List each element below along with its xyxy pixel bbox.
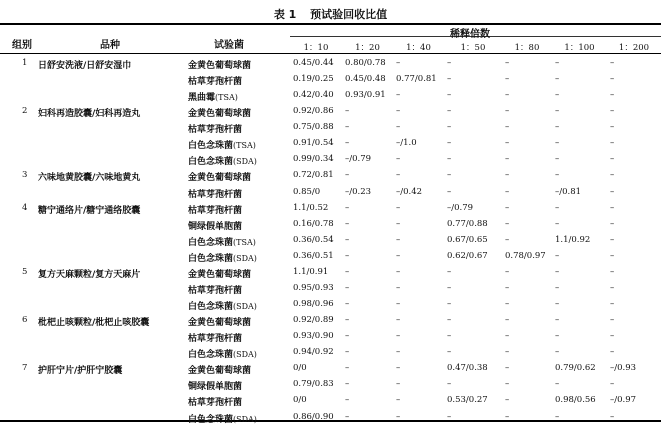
strain-cell (188, 187, 242, 200)
ratio-cell: 0.45/0.44 (293, 58, 334, 68)
ratio-cell: – (345, 411, 350, 422)
dilution-header: 1：100 (564, 43, 595, 53)
header-rule (0, 53, 661, 54)
ratio-cell: – (447, 58, 452, 68)
header-variety: 品种 (100, 40, 120, 51)
ratio-cell: –/0.79 (345, 154, 372, 165)
ratio-cell: – (396, 411, 401, 422)
medium-tag: (SDA) (233, 302, 257, 312)
ratio-cell: – (396, 331, 401, 342)
ratio-cell: – (505, 395, 510, 406)
strain-name: 白色念珠菌 (188, 157, 234, 168)
ratio-cell: – (447, 154, 452, 165)
ratio-cell: – (447, 74, 452, 85)
ratio-cell: – (345, 331, 350, 342)
ratio-cell: – (610, 347, 615, 358)
ratio-cell: – (447, 186, 452, 197)
ratio-cell: 0.53/0.27 (447, 395, 488, 406)
group-cell: 4 (22, 202, 28, 213)
ratio-cell: – (610, 331, 615, 342)
ratio-cell: – (396, 154, 401, 165)
strain-cell (188, 395, 242, 408)
ratio-cell: – (555, 282, 560, 293)
ratio-cell: – (555, 202, 560, 213)
strain-cell (188, 90, 238, 103)
ratio-cell: 0.92/0.89 (293, 315, 334, 326)
variety-cell: 枇杷止咳颗粒/枇杷止咳胶囊 (38, 318, 150, 329)
ratio-cell: – (345, 138, 350, 149)
ratio-cell: – (610, 74, 615, 85)
strain-cell (188, 331, 242, 344)
ratio-cell: – (396, 202, 401, 213)
strain-cell (188, 235, 256, 248)
ratio-cell: – (505, 282, 510, 293)
ratio-cell: – (555, 218, 560, 229)
table-row (0, 393, 661, 409)
ratio-cell: – (505, 347, 510, 358)
ratio-cell: 0.62/0.67 (447, 250, 488, 261)
ratio-cell: – (505, 106, 510, 117)
ratio-cell: – (610, 170, 615, 181)
ratio-cell: – (396, 58, 401, 68)
strain-name: 白色念珠菌 (188, 141, 234, 152)
ratio-cell: – (345, 363, 350, 374)
ratio-cell: – (345, 170, 350, 181)
ratio-cell: 0.36/0.54 (293, 234, 334, 245)
ratio-cell: – (555, 58, 560, 68)
ratio-cell: – (555, 138, 560, 149)
dilution-header: 1：80 (514, 43, 540, 53)
variety-cell: 护肝宁片/护肝宁胶囊 (38, 366, 123, 377)
ratio-cell: – (505, 315, 510, 326)
table-row (0, 249, 661, 265)
ratio-cell: – (505, 218, 510, 229)
medium-tag: (SDA) (233, 253, 257, 263)
group-cell: 7 (22, 363, 28, 374)
strain-name: 枯草芽孢杆菌 (188, 189, 243, 200)
table-row (0, 104, 661, 120)
group-cell: 6 (22, 315, 28, 326)
medium-tag: (TSA) (215, 93, 238, 103)
ratio-cell: 0.47/0.38 (447, 363, 488, 374)
ratio-cell: – (345, 234, 350, 245)
ratio-cell: – (345, 395, 350, 406)
strain-name: 枯草芽孢杆菌 (188, 334, 243, 345)
ratio-cell: – (447, 299, 452, 310)
ratio-cell: – (345, 122, 350, 133)
ratio-cell: – (505, 186, 510, 197)
ratio-cell: – (610, 186, 615, 197)
ratio-cell: 0.92/0.86 (293, 106, 334, 117)
ratio-cell: – (447, 266, 452, 277)
strain-cell (188, 412, 257, 425)
ratio-cell: – (505, 138, 510, 149)
ratio-cell: 0.91/0.54 (293, 138, 334, 149)
table-row (0, 297, 661, 313)
table-row (0, 233, 661, 249)
ratio-cell: – (505, 363, 510, 374)
strain-cell (188, 170, 251, 183)
ratio-cell: – (345, 299, 350, 310)
ratio-cell: – (345, 379, 350, 390)
top-rule (0, 23, 661, 25)
ratio-cell: – (505, 90, 510, 101)
strain-cell (188, 283, 242, 296)
strain-cell (188, 379, 242, 392)
variety-cell: 日舒安洗液/日舒安湿巾 (38, 61, 132, 71)
ratio-cell: – (345, 347, 350, 358)
ratio-cell: – (555, 299, 560, 310)
table-row (0, 265, 661, 281)
ratio-cell: –/0.23 (345, 186, 372, 197)
table-row (0, 217, 661, 233)
group-cell: 5 (22, 266, 28, 277)
strain-cell (188, 299, 257, 312)
ratio-cell: 0.36/0.51 (293, 250, 334, 261)
ratio-cell: – (555, 347, 560, 358)
ratio-cell: – (555, 90, 560, 101)
ratio-cell: 0.95/0.93 (293, 282, 334, 293)
ratio-cell: 0.67/0.65 (447, 234, 488, 245)
ratio-cell: –/0.93 (610, 363, 637, 374)
strain-name: 白色念珠菌 (188, 253, 234, 264)
ratio-cell: – (555, 315, 560, 326)
ratio-cell: – (396, 106, 401, 117)
ratio-cell: – (396, 347, 401, 358)
ratio-cell: – (555, 106, 560, 117)
strain-name: 白色念珠菌 (188, 414, 234, 425)
ratio-cell: – (396, 234, 401, 245)
ratio-cell: – (555, 154, 560, 165)
variety-cell: 糖宁通络片/糖宁通络胶囊 (38, 205, 141, 216)
strain-cell (188, 267, 251, 280)
ratio-cell: – (505, 299, 510, 310)
ratio-cell: 0.93/0.90 (293, 331, 334, 342)
ratio-cell: –/1.0 (396, 138, 417, 149)
header-strain: 试验菌 (214, 40, 244, 51)
table-row (0, 72, 661, 88)
strain-cell (188, 219, 242, 232)
ratio-cell: 1.1/0.52 (293, 202, 329, 213)
ratio-cell: 0.72/0.81 (293, 170, 334, 181)
ratio-cell: – (396, 282, 401, 293)
ratio-cell: – (396, 250, 401, 261)
table-row (0, 152, 661, 168)
table-row (0, 201, 661, 217)
medium-tag: (SDA) (233, 414, 257, 424)
ratio-cell: – (505, 379, 510, 390)
ratio-cell: – (396, 299, 401, 310)
ratio-cell: – (396, 266, 401, 277)
ratio-cell: – (505, 154, 510, 165)
strain-name: 枯草芽孢杆菌 (188, 125, 243, 136)
strain-cell (188, 203, 242, 216)
ratio-cell: 0.78/0.97 (505, 250, 546, 261)
ratio-cell: – (555, 331, 560, 342)
ratio-cell: – (505, 202, 510, 213)
table-title: 预试验回收比值 (310, 8, 388, 21)
table-row (0, 345, 661, 361)
dilution-header: 1：50 (460, 43, 486, 53)
strain-cell (188, 347, 257, 360)
ratio-cell: 0.93/0.91 (345, 90, 386, 101)
ratio-cell: – (555, 74, 560, 85)
table-row (0, 168, 661, 184)
dilution-header: 1：10 (303, 43, 329, 53)
ratio-cell: – (396, 122, 401, 133)
ratio-cell: – (505, 58, 510, 68)
ratio-cell: – (447, 282, 452, 293)
ratio-cell: – (610, 202, 615, 213)
ratio-cell: – (447, 315, 452, 326)
ratio-cell: – (447, 170, 452, 181)
ratio-cell: 0.98/0.56 (555, 395, 596, 406)
medium-tag: (TSA) (233, 141, 256, 151)
ratio-cell: 0.99/0.34 (293, 154, 334, 165)
ratio-cell: – (555, 122, 560, 133)
ratio-cell: – (610, 58, 615, 68)
ratio-cell: – (447, 122, 452, 133)
ratio-cell: – (610, 218, 615, 229)
ratio-cell: – (610, 138, 615, 149)
ratio-cell: 1.1/0.91 (293, 266, 329, 277)
ratio-cell: 0.98/0.96 (293, 299, 334, 310)
table-row (0, 56, 661, 72)
group-cell: 1 (22, 58, 28, 68)
ratio-cell: – (555, 379, 560, 390)
ratio-cell: – (447, 411, 452, 422)
ratio-cell: – (610, 106, 615, 117)
table-row (0, 361, 661, 377)
ratio-cell: 0.19/0.25 (293, 74, 334, 85)
strain-name: 金黄色葡萄球菌 (188, 269, 252, 280)
ratio-cell: – (396, 395, 401, 406)
ratio-cell: – (505, 266, 510, 277)
medium-tag: (SDA) (233, 157, 257, 167)
table-row (0, 377, 661, 393)
strain-name: 枯草芽孢杆菌 (188, 77, 243, 88)
ratio-cell: 0.79/0.62 (555, 363, 596, 374)
medium-tag: (SDA) (233, 350, 257, 360)
ratio-cell: – (396, 315, 401, 326)
strain-name: 枯草芽孢杆菌 (188, 205, 243, 216)
ratio-cell: – (447, 90, 452, 101)
ratio-cell: – (505, 411, 510, 422)
strain-cell (188, 315, 251, 328)
table-row (0, 313, 661, 329)
ratio-cell: – (396, 379, 401, 390)
table-row (0, 281, 661, 297)
ratio-cell: – (396, 363, 401, 374)
ratio-cell: 1.1/0.92 (555, 234, 591, 245)
strain-name: 铜绿假单胞菌 (188, 221, 243, 232)
header-dilution: 稀释倍数 (450, 29, 490, 40)
ratio-cell: 0.75/0.88 (293, 122, 334, 133)
strain-name: 金黄色葡萄球菌 (188, 61, 252, 71)
ratio-cell: – (345, 250, 350, 261)
ratio-cell: – (610, 122, 615, 133)
ratio-cell: – (555, 411, 560, 422)
ratio-cell: 0.42/0.40 (293, 90, 334, 101)
table-row (0, 120, 661, 136)
table-row (0, 410, 661, 426)
ratio-cell: 0.94/0.92 (293, 347, 334, 358)
ratio-cell: – (447, 379, 452, 390)
ratio-cell: 0.79/0.83 (293, 379, 334, 390)
ratio-cell: – (610, 379, 615, 390)
strain-name: 白色念珠菌 (188, 350, 234, 361)
strain-name: 枯草芽孢杆菌 (188, 285, 243, 296)
strain-cell (188, 122, 242, 135)
strain-cell (188, 74, 242, 87)
variety-cell: 六味地黄胶囊/六味地黄丸 (38, 173, 141, 184)
ratio-cell: – (447, 138, 452, 149)
table-caption (0, 6, 661, 22)
ratio-cell: – (345, 202, 350, 213)
ratio-cell: – (610, 154, 615, 165)
ratio-cell: 0.45/0.48 (345, 74, 386, 85)
variety-cell: 妇科再造胶囊/妇科再造丸 (38, 109, 141, 120)
strain-cell (188, 58, 251, 71)
strain-name: 金黄色葡萄球菌 (188, 173, 252, 184)
ratio-cell: – (345, 106, 350, 117)
ratio-cell: – (396, 90, 401, 101)
strain-name: 枯草芽孢杆菌 (188, 398, 243, 409)
ratio-cell: 0/0 (293, 395, 307, 406)
ratio-cell: –/0.79 (447, 202, 474, 213)
table-number: 表 1 (273, 8, 297, 21)
ratio-cell: –/0.42 (396, 186, 423, 197)
ratio-cell: – (505, 331, 510, 342)
ratio-cell: – (505, 170, 510, 181)
ratio-cell: – (345, 282, 350, 293)
ratio-cell: 0.16/0.78 (293, 218, 334, 229)
strain-cell (188, 106, 251, 119)
ratio-cell: – (610, 282, 615, 293)
dilution-header: 1：200 (618, 43, 650, 53)
ratio-cell: – (555, 170, 560, 181)
ratio-cell: 0.80/0.78 (345, 58, 386, 68)
ratio-cell: 0.77/0.81 (396, 74, 437, 85)
ratio-cell: –/0.81 (555, 186, 582, 197)
ratio-cell: – (505, 74, 510, 85)
dilution-header: 1：40 (406, 43, 431, 53)
ratio-cell: 0.85/0 (293, 186, 321, 197)
table-row (0, 329, 661, 345)
ratio-cell: – (610, 315, 615, 326)
medium-tag: (TSA) (233, 237, 256, 247)
strain-name: 白色念珠菌 (188, 302, 234, 313)
strain-name: 白色念珠菌 (188, 237, 234, 248)
ratio-cell: 0/0 (293, 363, 307, 374)
strain-name: 金黄色葡萄球菌 (188, 366, 252, 377)
strain-name: 黑曲霉 (188, 93, 216, 104)
ratio-cell: – (505, 122, 510, 133)
strain-cell (188, 154, 257, 167)
ratio-cell: – (396, 170, 401, 181)
group-cell: 2 (22, 106, 28, 117)
strain-cell (188, 138, 256, 151)
table-row (0, 88, 661, 104)
ratio-cell: – (505, 234, 510, 245)
ratio-cell: – (447, 331, 452, 342)
ratio-cell: – (610, 234, 615, 245)
strain-name: 铜绿假单胞菌 (188, 382, 243, 393)
table-row (0, 185, 661, 201)
variety-cell: 复方天麻颗粒/复方天麻片 (38, 269, 141, 280)
strain-cell (188, 363, 251, 376)
ratio-cell: – (555, 266, 560, 277)
ratio-cell: – (610, 411, 615, 422)
strain-cell (188, 251, 257, 264)
ratio-cell: – (447, 347, 452, 358)
ratio-cell: – (447, 106, 452, 117)
strain-name: 金黄色葡萄球菌 (188, 109, 252, 120)
ratio-cell: – (396, 218, 401, 229)
ratio-cell: – (345, 315, 350, 326)
ratio-cell: 0.86/0.90 (293, 411, 334, 422)
ratio-cell: – (345, 266, 350, 277)
ratio-cell: – (610, 250, 615, 261)
group-cell: 3 (22, 170, 28, 181)
dilution-header: 1：20 (355, 43, 380, 53)
strain-name: 金黄色葡萄球菌 (188, 318, 252, 329)
ratio-cell: –/0.97 (610, 395, 637, 406)
ratio-cell: – (610, 90, 615, 101)
header-group: 组别 (12, 40, 32, 51)
table-row (0, 136, 661, 152)
ratio-cell: – (610, 299, 615, 310)
ratio-cell: – (610, 266, 615, 277)
ratio-cell: – (555, 250, 560, 261)
ratio-cell: – (345, 218, 350, 229)
ratio-cell: 0.77/0.88 (447, 218, 488, 229)
